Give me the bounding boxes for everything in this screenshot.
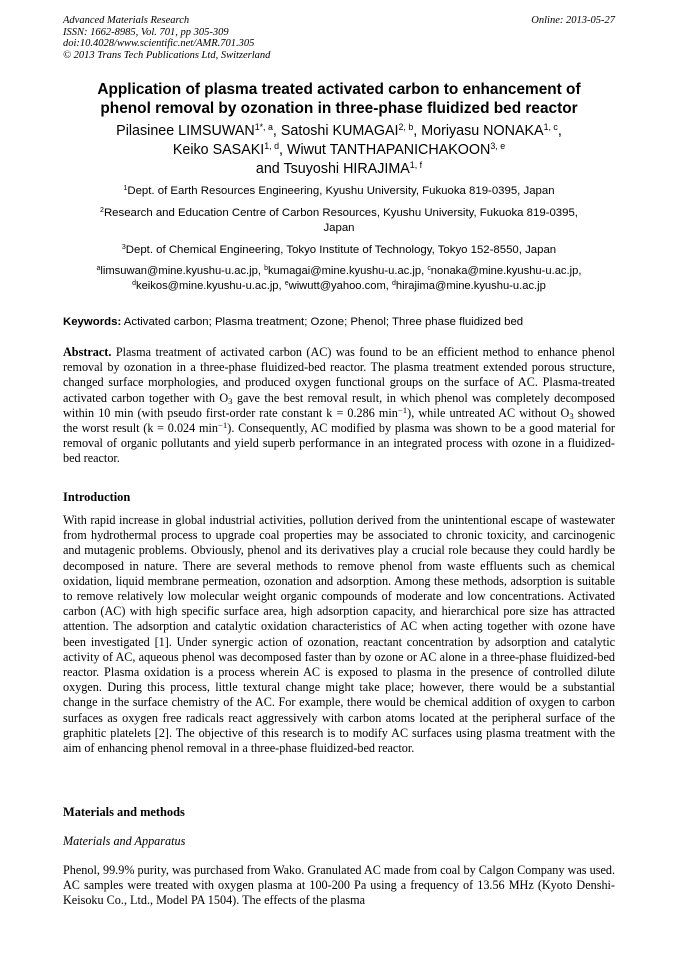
authors-line-2 [63,141,615,160]
abstract-superscript: −1 [397,404,408,415]
email-mark: b [264,265,268,273]
introduction-heading: Introduction [63,490,131,504]
author-affiliation-mark: 1, f [409,160,423,171]
author-affiliation-mark: 1, c [543,122,558,133]
email-mark: c [427,265,431,273]
email-address: kumagai@mine.kyushu-u.ac.jp [267,265,422,277]
abstract-label: Abstract. [63,345,112,359]
abstract-text: showed the worst result (k = 0.024 min [63,405,615,436]
emails-line-2 [63,279,615,294]
journal-name: Advanced Materials Research [63,15,190,26]
keywords [63,315,615,329]
author-name: Moriyasu NONAKA [421,123,544,139]
title-line-1: Application of plasma treated activated carbon to enhancement of [97,81,581,98]
author-name: Satoshi KUMAGAI [280,123,399,139]
affiliation-1 [63,184,615,199]
email-separator: , [578,265,582,277]
author-affiliation-mark: 3, e [490,141,506,152]
author-affiliation-mark: 1, d [264,141,280,152]
journal-doi: doi:10.4028/www.scientific.net/AMR.701.305 [63,38,255,49]
keywords-label: Keywords: [63,316,122,328]
affiliation-2 [63,206,615,235]
keywords-text: Activated carbon; Plasma treatment; Ozone; Phenol; Three phase fluidized bed [123,316,524,328]
email-address: limsuwan@mine.kyushu-u.ac.jp [100,265,258,277]
journal-header [63,15,615,61]
email-mark: d [392,279,396,287]
abstract-text: ). Consequently, AC modified by plasma was shown to be a good material for removal of organic pollutants and yield superb performance in an integrated process with ozone in a fluidized-bed reactor. [63,421,615,466]
abstract-subscript: 3 [569,410,574,421]
email-address: nonaka@mine.kyushu-u.ac.jp [430,265,579,277]
author-name: Keiko SASAKI [172,142,265,158]
author-affiliation-mark: 2, b [398,122,414,133]
author-name: Pilasinee LIMSUWAN [116,123,255,139]
affiliation-mark: 2 [100,207,104,215]
abstract-superscript: −1 [217,420,228,431]
email-separator: , [257,265,265,277]
journal-issn: ISSN: 1662-8985, Vol. 701, pp 305-309 [63,26,229,38]
author-separator: , [413,123,422,139]
abstract-subscript: 3 [228,395,233,406]
email-address: keikos@mine.kyushu-u.ac.jp [135,279,279,292]
author-separator: , [272,123,281,139]
affiliation-text: Research and Education Centre of Carbon Resources, Kyushu University, Fukuoka 819-0395, Japan [103,207,578,234]
author-separator: , [279,142,287,158]
introduction-text: With rapid increase in global industrial activities, pollution derived from the unintentional escape of wastewater from hydrothermal process to upgrade coal properties may be associated to chronic toxicity, and carcinogenic and mutagenic problems. Obviously, phenol and its derivatives play a crucial role because they could hardly be decomposed in nature. There are several methods to remove phenol from waste effluents such as chemical oxidation, liquid membrane permeation, ozonation and adsorption. Among these methods, adsorption is suitable to remove relatively low molecular weight organic compounds of moderate and low concentrations. Activated carbon (AC) with high specific surface area, high adsorption capacity, and hierarchical pore size has attracted attention. The adsorption and catalytic oxidation characteristics of AC when acting together with ozone have been investigated [1]. Under synergic action of ozonation, reactant concentration by adsorption and catalytic activity of AC, aqueous phenol was decomposed faster than by ozone or AC alone in a three-phase fluidized-bed reactor. Plasma oxidation is a process wherein AC is exposed to plasma in the presence of controlled dilute oxygen. During this process, little textural change might take place; however, there would be a substantial change in the surface chemistry of the AC. For example, there would be chemical addition of oxygen to carbon surfaces as oxygen free radicals react aggressively with carbon atoms located at the peripheral surface of the graphitic platelets [2]. The objective of this research is to modify AC surfaces using plasma treatment with the aim of enhancing phenol removal in a three-phase fluidized-bed reactor. [63,513,615,756]
email-address: hirajima@mine.kyushu-u.ac.jp [395,279,546,292]
affiliation-mark: 1 [123,185,128,193]
abstract-text: gave the best removal result, in which phenol was completely decomposed within 10 min (with pseudo first-order rate constant k = 0.286 min [63,390,615,420]
title-line-2: phenol removal by ozonation in three-phase fluidized bed reactor [100,100,578,117]
authors-line-3 [63,160,615,179]
affiliation-3 [63,243,615,258]
author-name: Wiwut TANTHAPANICHAKOON [286,142,491,158]
email-separator: , [421,265,428,277]
affiliation-mark: 3 [121,244,126,252]
author-name: Tsuyoshi HIRAJIMA [283,161,410,177]
journal-copyright: © 2013 Trans Tech Publications Ltd, Switzerland [63,49,271,61]
affiliation-text: Dept. of Chemical Engineering, Tokyo Institute of Technology, Tokyo 152-8550, Japan [125,244,557,256]
author-separator: , [557,123,562,139]
abstract-text: ), while untreated AC without O [407,405,570,420]
methods-heading: Materials and methods [63,805,185,819]
paper-title [63,80,615,118]
abstract-text: Plasma treatment of activated carbon (AC) was found to be an efficient method to enhance phenol removal by ozonation in a three-phase fluidized-bed reactor. The plasma treatment extended porous structure, changed surface morphologies, and produced oxygen functional groups on the surface of AC. Plasma-treated activated carbon together with O [63,345,615,405]
author-affiliation-mark: 1*, a [254,122,273,133]
emails-line-1 [63,264,615,279]
author-emails [63,264,615,293]
author-conjunction: and [255,161,284,177]
abstract [63,345,615,467]
email-mark: d [132,279,136,287]
email-mark: a [96,265,101,273]
author-list [63,122,615,179]
email-separator: , [278,279,285,292]
email-mark: e [284,279,289,287]
email-separator: , [385,279,392,292]
affiliation-text: Dept. of Earth Resources Engineering, Kyushu University, Fukuoka 819-0395, Japan [127,185,555,197]
online-date: Online: 2013-05-27 [531,15,615,26]
methods-text: Phenol, 99.9% purity, was purchased from Wako. Granulated AC made from coal by Calgon Company was used. AC samples were treated with oxygen plasma at 100-200 Pa using a frequency of 13.56 MHz (Kyoto Denshi-Keisoku Co., Ltd., Model PA 1504). The effects of the plasma [63,863,615,908]
authors-line-1 [63,122,615,141]
email-address: wiwutt@yahoo.com [288,279,386,292]
materials-subheading: Materials and Apparatus [63,834,186,848]
